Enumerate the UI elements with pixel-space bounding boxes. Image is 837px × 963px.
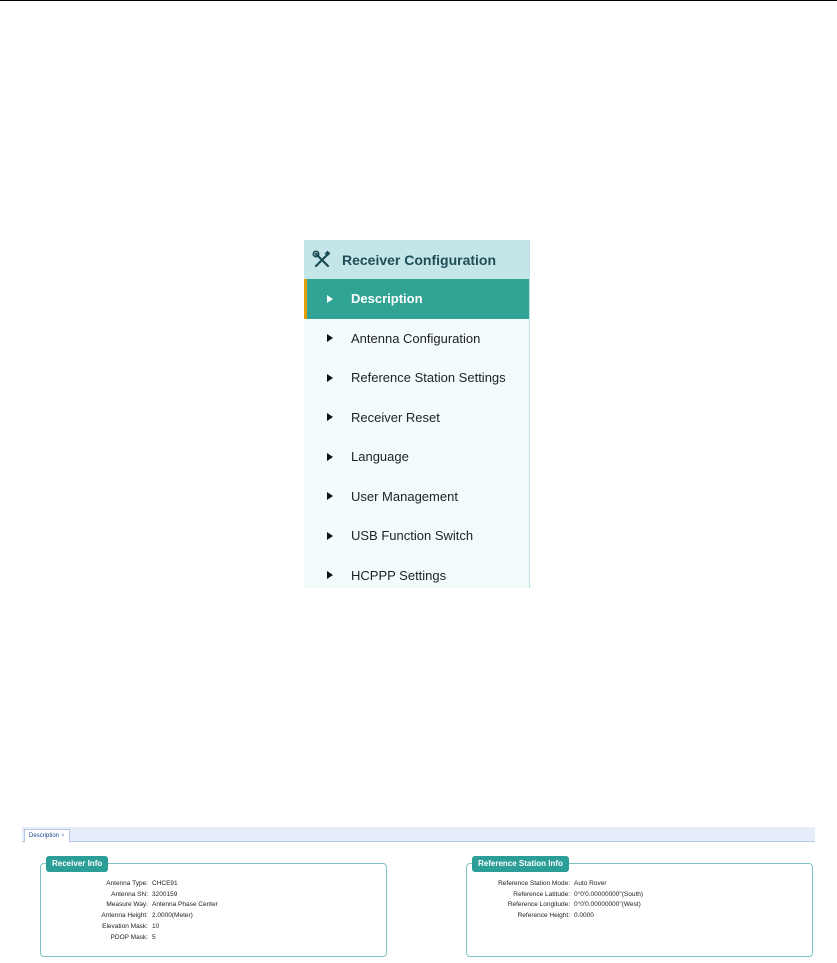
reference-height-label: Reference Height: bbox=[517, 912, 570, 920]
antenna-height-label: Antenna Height: bbox=[101, 912, 148, 920]
caret-right-icon bbox=[327, 453, 333, 461]
wrench-screwdriver-icon bbox=[312, 250, 332, 270]
reference-height-value: 0.0000 bbox=[574, 912, 594, 920]
menu-item-label: Receiver Reset bbox=[351, 409, 440, 425]
tab-description[interactable] bbox=[24, 829, 70, 842]
top-rule bbox=[0, 0, 837, 1]
reference-station-info-panel bbox=[466, 859, 813, 957]
info-row bbox=[467, 879, 812, 890]
menu-header[interactable] bbox=[304, 240, 529, 279]
close-icon[interactable]: × bbox=[61, 833, 65, 839]
reference-latitude-value: 0°0'0.00000000"(South) bbox=[574, 890, 644, 898]
caret-right-icon bbox=[327, 413, 333, 421]
reference-station-mode-label: Reference Station Mode: bbox=[498, 880, 570, 887]
reference-longitude-label: Reference Longitude: bbox=[507, 901, 570, 909]
menu-item-label: Reference Station Settings bbox=[351, 370, 506, 386]
caret-right-icon bbox=[327, 532, 333, 540]
pdop-mask-label: PDOP Mask: bbox=[110, 933, 148, 941]
tab-label: Description bbox=[29, 833, 60, 839]
reference-station-info-title: Reference Station Info bbox=[472, 856, 569, 872]
reference-longitude-value: 0°0'0.00000000"(West) bbox=[574, 901, 641, 909]
menu-item-label: USB Function Switch bbox=[351, 528, 474, 544]
measure-way-value: Antenna Phase Center bbox=[152, 901, 218, 909]
menu-item-hcppp-settings[interactable] bbox=[304, 556, 529, 589]
caret-right-icon bbox=[327, 571, 333, 579]
menu-item-label: Description bbox=[351, 291, 423, 307]
info-row bbox=[41, 890, 386, 901]
receiver-info-panel bbox=[40, 859, 387, 957]
pdop-mask-value: 5 bbox=[152, 933, 156, 941]
info-row bbox=[41, 900, 386, 911]
reference-station-info-rows bbox=[467, 879, 812, 922]
info-row bbox=[41, 933, 386, 944]
info-row bbox=[467, 911, 812, 922]
antenna-type-label: Antenna Type: bbox=[106, 880, 148, 887]
caret-right-icon bbox=[327, 492, 333, 500]
info-row bbox=[41, 911, 386, 922]
reference-latitude-label: Reference Latitude: bbox=[513, 890, 570, 898]
receiver-info-title: Receiver Info bbox=[46, 856, 108, 872]
menu-item-usb-function-switch[interactable] bbox=[304, 516, 529, 556]
info-row bbox=[41, 879, 386, 890]
menu-item-label: Language bbox=[351, 449, 409, 465]
menu-item-label: HCPPP Settings bbox=[351, 567, 447, 583]
menu-item-language[interactable] bbox=[304, 437, 529, 477]
caret-right-icon bbox=[327, 334, 333, 342]
caret-right-icon bbox=[327, 374, 333, 382]
caret-right-icon bbox=[327, 295, 333, 303]
elevation-mask-value: 10 bbox=[152, 922, 160, 930]
menu-title: Receiver Configuration bbox=[342, 251, 497, 268]
menu-item-reference-station-settings[interactable] bbox=[304, 358, 529, 398]
menu-item-receiver-reset[interactable] bbox=[304, 398, 529, 438]
menu-item-user-management[interactable] bbox=[304, 477, 529, 517]
antenna-type-value: CHCE91 bbox=[152, 880, 178, 887]
receiver-info-rows bbox=[41, 879, 386, 943]
receiver-configuration-menu bbox=[304, 240, 530, 588]
antenna-sn-value: 3200159 bbox=[152, 890, 178, 898]
menu-item-label: Antenna Configuration bbox=[351, 330, 481, 346]
reference-station-mode-value: Auto Rover bbox=[574, 880, 607, 887]
menu-item-description[interactable] bbox=[304, 279, 529, 319]
antenna-sn-label: Antenna SN: bbox=[111, 890, 148, 898]
menu-item-antenna-configuration[interactable] bbox=[304, 319, 529, 359]
tab-bar bbox=[22, 827, 815, 842]
menu-item-label: User Management bbox=[351, 488, 458, 504]
info-row bbox=[41, 922, 386, 933]
info-row bbox=[467, 900, 812, 911]
measure-way-label: Measure Way: bbox=[106, 901, 148, 909]
info-row bbox=[467, 890, 812, 901]
elevation-mask-label: Elevation Mask: bbox=[102, 922, 148, 930]
antenna-height-value: 2.0000(Meter) bbox=[152, 912, 193, 920]
